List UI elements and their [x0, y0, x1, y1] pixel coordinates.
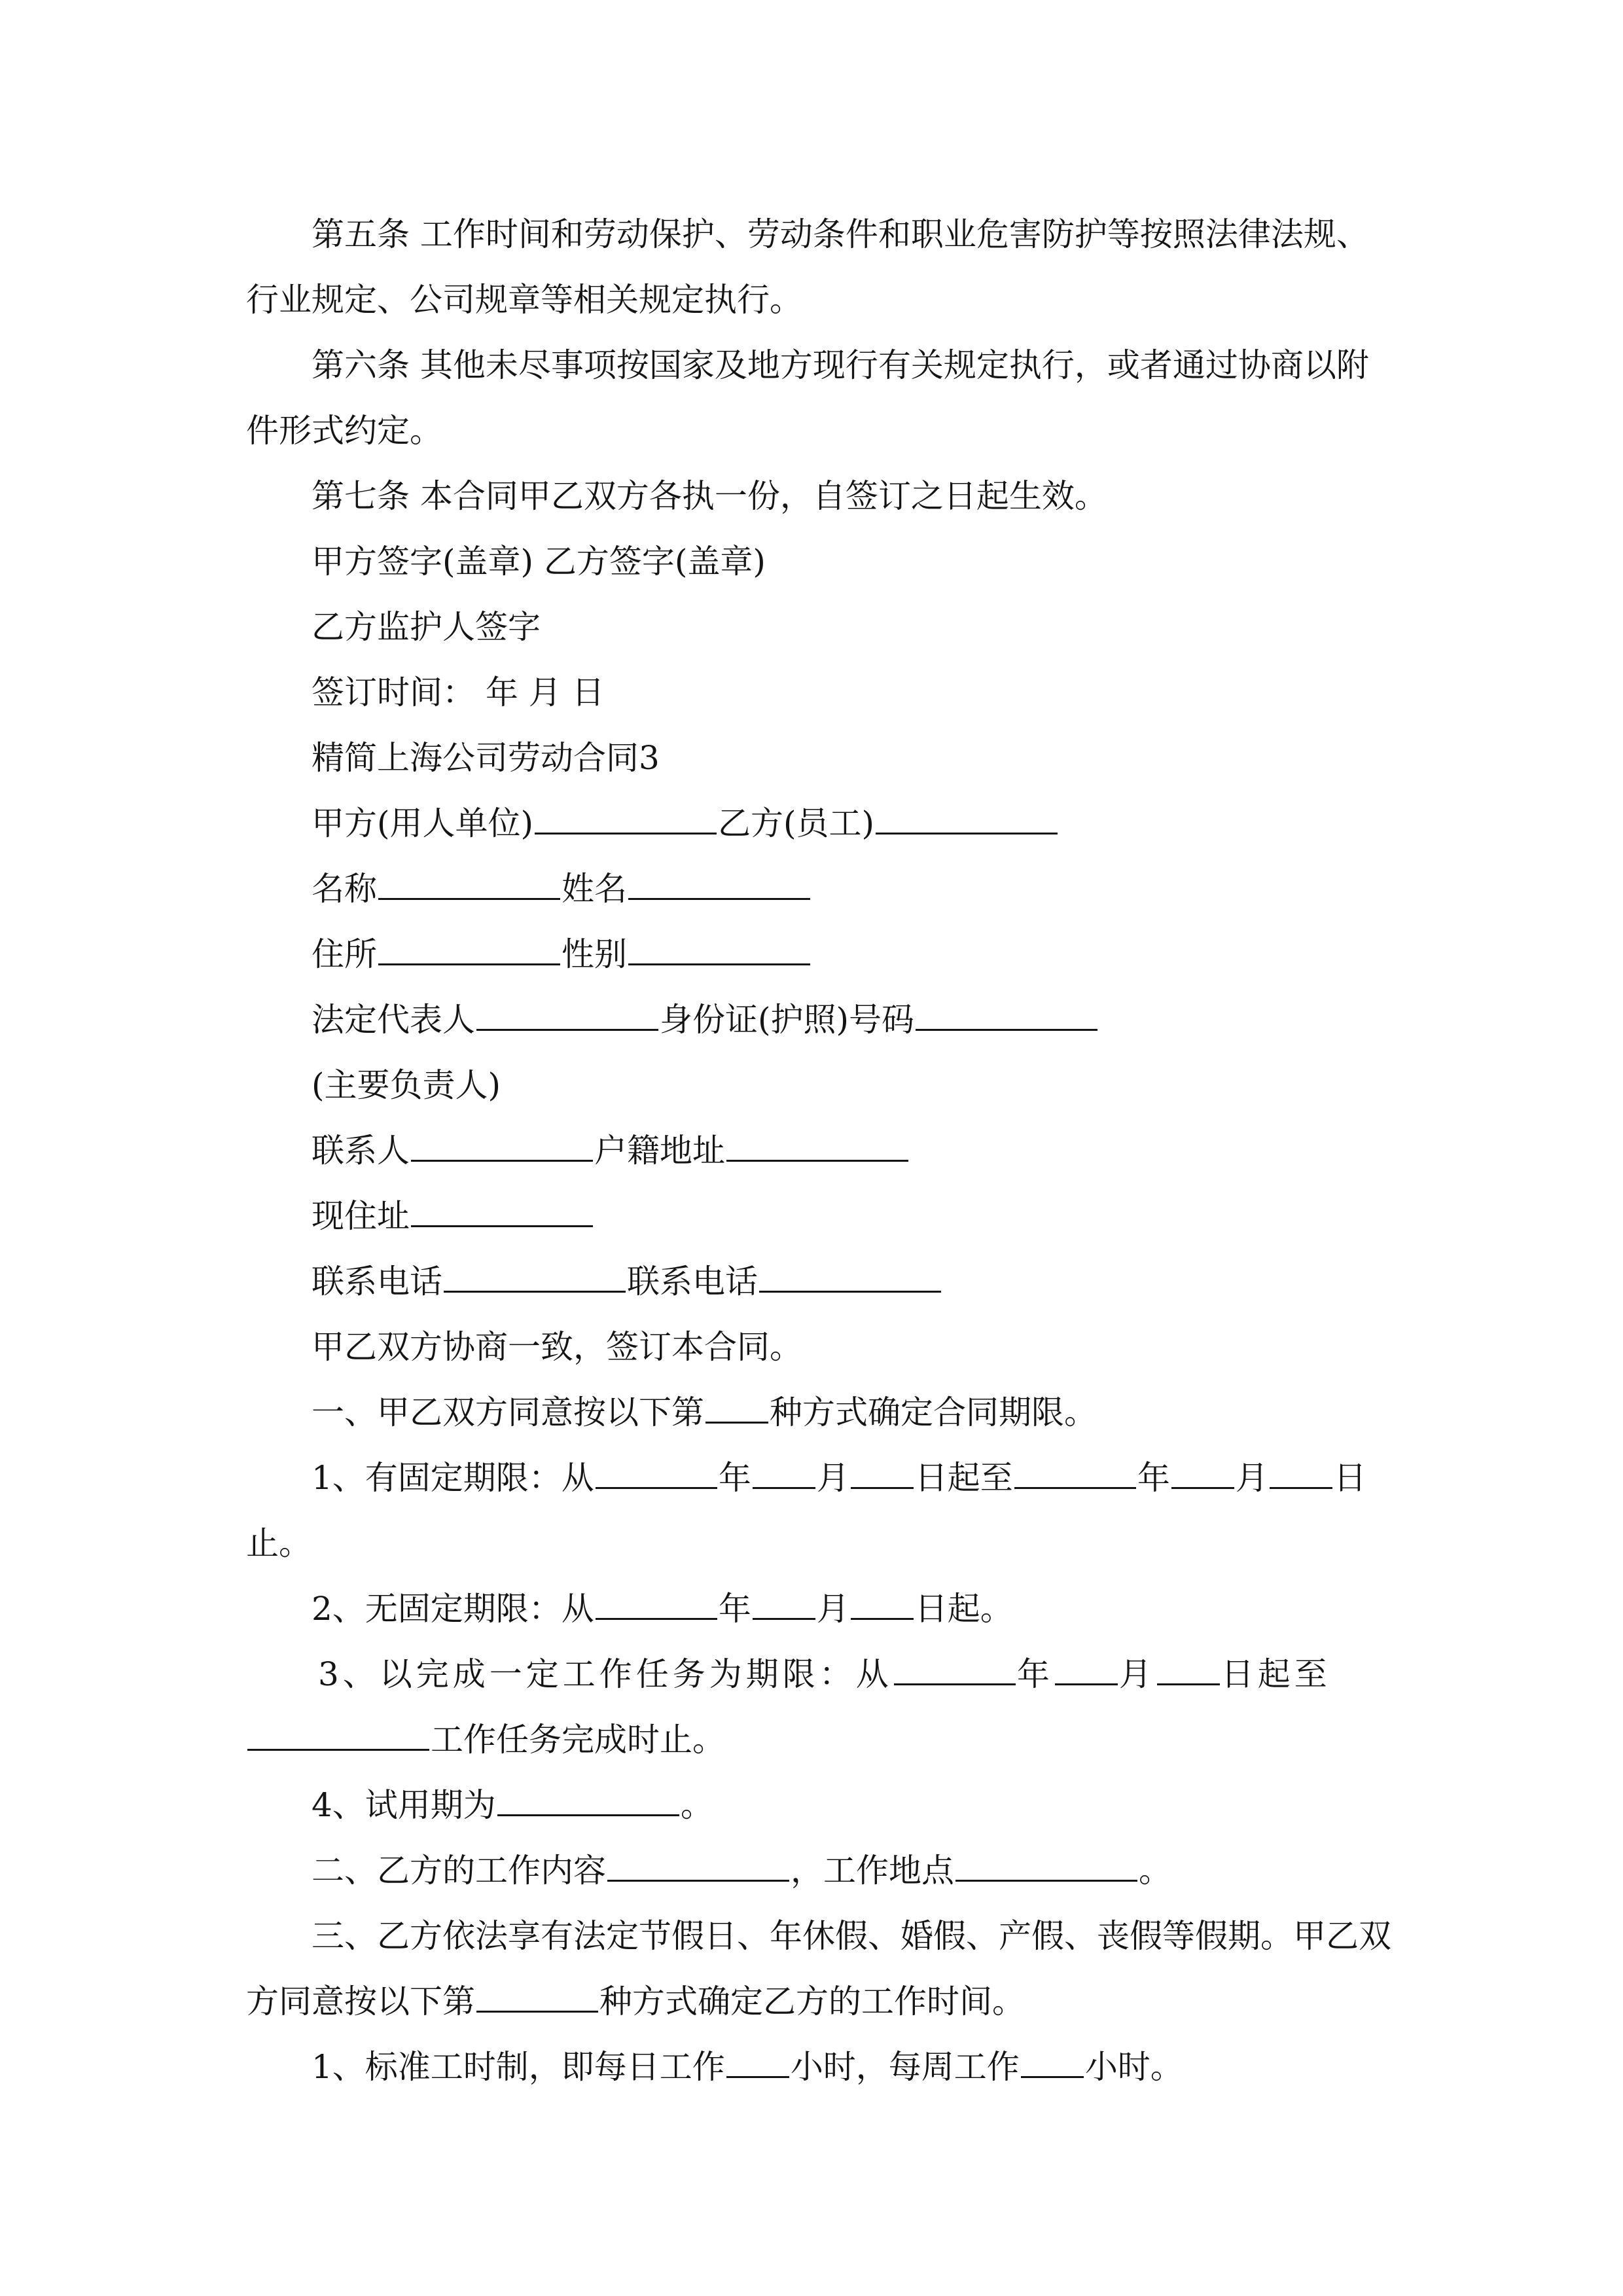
year-label: 年: [1137, 1459, 1170, 1497]
signature-parties: 甲方签字(盖章) 乙方签字(盖章): [312, 543, 766, 581]
contact-blank: [411, 1126, 593, 1162]
open-term-line: [246, 1576, 1382, 1641]
name-row: [246, 856, 1382, 922]
article-6-line-1: 第六条 其他未尽事项按国家及地方现行有关规定执行，或者通过协商以附: [312, 346, 1369, 384]
parties-row: [246, 791, 1382, 856]
section-1: [246, 1380, 1382, 1445]
company-name-label: 名称: [312, 870, 377, 908]
phone-row: [246, 1249, 1382, 1314]
probation-text: 4、试用期为: [312, 1786, 496, 1824]
day-from-to-label: 日起至: [1221, 1655, 1331, 1693]
fixed-day-to-blank: [1270, 1453, 1332, 1489]
id-number-blank: [916, 995, 1097, 1031]
party-a-blank: [535, 798, 717, 834]
company-name-blank: [378, 864, 560, 900]
section-2-mid: ，工作地点: [791, 1852, 954, 1890]
task-term-text: 3、以完成一定工作任务为期限：从: [318, 1655, 893, 1693]
phone-a-label: 联系电话: [312, 1263, 442, 1300]
standard-hours-text: 1、标准工时制，即每日工作: [312, 2048, 725, 2086]
residence-label: 住所: [312, 935, 377, 973]
month-label: 月: [1235, 1459, 1268, 1497]
fixed-month-to-blank: [1171, 1453, 1234, 1489]
day-from-label: 日起。: [914, 1590, 1013, 1628]
huji-label: 户籍地址: [594, 1132, 725, 1170]
open-month-blank: [753, 1584, 815, 1620]
residence-blank: [378, 929, 560, 965]
period-mark: 。: [680, 1786, 713, 1824]
article-5-line-2: 行业规定、公司规章等相关规定执行。: [246, 281, 802, 319]
day-from-to-label: 日起至: [914, 1459, 1013, 1497]
year-label: 年: [718, 1590, 751, 1628]
task-term-end-line: [246, 1707, 1382, 1772]
legal-rep-blank: [476, 995, 658, 1031]
section-2-text: 二、乙方的工作内容: [312, 1852, 606, 1890]
fixed-month-from-blank: [753, 1453, 815, 1489]
standard-hours-line: [246, 2034, 1382, 2100]
signature-guardian: 乙方监护人签字: [312, 608, 541, 646]
legal-rep-label: 法定代表人: [312, 1001, 475, 1039]
current-address-label: 现住址: [312, 1197, 410, 1235]
day-label: 日: [1333, 1459, 1366, 1497]
fixed-day-from-blank: [851, 1453, 914, 1489]
month-label: 月: [1118, 1655, 1156, 1693]
period-mark: 。: [1139, 1852, 1171, 1890]
task-day-blank: [1157, 1649, 1220, 1685]
task-month-blank: [1055, 1649, 1118, 1685]
party-b-blank: [876, 798, 1058, 834]
year-label: 年: [1016, 1655, 1054, 1693]
contract-title: 精简上海公司劳动合同3: [312, 739, 660, 777]
section-1-text: 一、甲乙双方同意按以下第: [312, 1393, 704, 1431]
phone-a-blank: [444, 1257, 626, 1293]
phone-b-blank: [759, 1257, 941, 1293]
current-address-blank: [411, 1191, 593, 1227]
contact-label: 联系人: [312, 1132, 410, 1170]
article-7: 第七条 本合同甲乙双方各执一份，自签订之日起生效。: [312, 477, 1107, 515]
task-year-blank: [894, 1649, 1016, 1685]
contract-body: [246, 202, 1391, 2100]
section-1-blank: [705, 1388, 768, 1424]
phone-b-label: 联系电话: [627, 1263, 758, 1300]
gender-label: 性别: [562, 935, 627, 973]
fixed-term-line: [246, 1445, 1382, 1511]
task-term-line: [246, 1641, 1382, 1707]
id-number-label: 身份证(护照)号码: [660, 1001, 915, 1039]
agreement-statement: 甲乙双方协商一致，签订本合同。: [312, 1328, 802, 1366]
section-1-text-end: 种方式确定合同期限。: [770, 1393, 1097, 1431]
open-year-blank: [596, 1584, 717, 1620]
article-6-line-2: 件形式约定。: [246, 412, 442, 450]
legal-rep-row: [246, 987, 1382, 1052]
section-3-blank: [476, 1977, 598, 2013]
probation-blank: [497, 1780, 679, 1816]
daily-hours-blank: [726, 2042, 789, 2078]
weekly-hours-blank: [1021, 2042, 1084, 2078]
article-5-line-1: 第五条 工作时间和劳动保护、劳动条件和职业危害防护等按照法律法规、: [312, 215, 1369, 253]
person-name-blank: [628, 864, 810, 900]
probation-line: [246, 1772, 1382, 1838]
fixed-year-from-blank: [596, 1453, 717, 1489]
fixed-term-end: 止。: [246, 1524, 312, 1562]
month-label: 月: [816, 1590, 849, 1628]
section-3-text-end: 种方式确定乙方的工作时间。: [599, 1982, 1025, 2020]
standard-hours-mid: 小时，每周工作: [790, 2048, 1020, 2086]
month-label: 月: [816, 1459, 849, 1497]
party-b-label: 乙方(员工): [718, 804, 875, 842]
section-2: [246, 1838, 1382, 1903]
person-name-label: 姓名: [562, 870, 627, 908]
section-3-line-2: [246, 1969, 1382, 2034]
signature-date: 签订时间： 年 月 日: [312, 673, 605, 711]
year-label: 年: [718, 1459, 751, 1497]
fixed-year-to-blank: [1014, 1453, 1136, 1489]
party-a-label: 甲方(用人单位): [312, 804, 534, 842]
fixed-term-text: 1、有固定期限：从: [312, 1459, 594, 1497]
work-place-blank: [955, 1846, 1137, 1882]
section-3-text: 方同意按以下第: [246, 1982, 475, 2020]
huji-blank: [726, 1126, 908, 1162]
task-complete-blank: [247, 1715, 429, 1751]
standard-hours-end: 小时。: [1084, 2048, 1183, 2086]
work-content-blank: [607, 1846, 789, 1882]
task-term-end-text: 工作任务完成时止。: [431, 1721, 725, 1759]
residence-row: [246, 922, 1382, 987]
contact-row: [246, 1118, 1382, 1183]
main-responsible: (主要负责人): [312, 1066, 501, 1104]
open-day-blank: [851, 1584, 914, 1620]
open-term-text: 2、无固定期限：从: [312, 1590, 594, 1628]
gender-blank: [628, 929, 810, 965]
current-address-row: [246, 1183, 1382, 1249]
section-3-line-1: 三、乙方依法享有法定节假日、年休假、婚假、产假、丧假等假期。甲乙双: [312, 1917, 1391, 1955]
